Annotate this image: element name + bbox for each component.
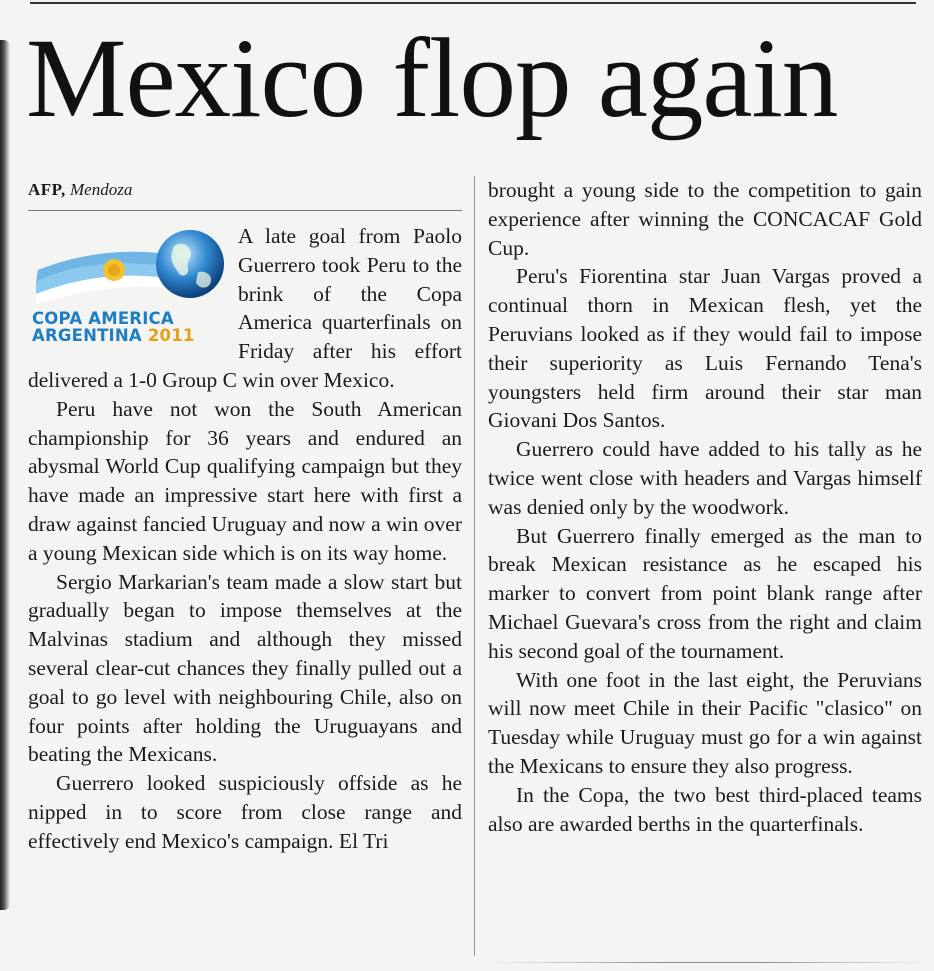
paragraph: A late goal from Paolo Guerrero took Peru to the brink of the Copa America quarterfinals on Friday after his effort delivered a 1-0 Group C win over Mexico. bbox=[28, 224, 462, 392]
logo-country: ARGENTINA bbox=[32, 326, 142, 345]
byline bbox=[28, 180, 132, 200]
article-column-left bbox=[28, 222, 462, 856]
paragraph: Peru have not won the South American championship for 36 years and endured an abysmal World Cup qualifying campaign but they have made an impressive start here with first a draw against fancied Uruguay and now a win over a young Mexican side which is on its way home. bbox=[28, 396, 462, 565]
paragraph: But Guerrero finally emerged as the man to break Mexican resistance as he escaped his marker to convert from point blank range after Michael Guevara's cross from the right and claim his second goal of the tournament. bbox=[488, 523, 922, 663]
column-divider bbox=[474, 176, 475, 956]
byline-rule bbox=[28, 210, 462, 211]
globe-flag-icon bbox=[28, 226, 224, 308]
headline: Mexico flop again bbox=[26, 16, 838, 141]
page-edge-shadow bbox=[0, 40, 10, 910]
byline-agency: AFP, bbox=[28, 180, 66, 199]
copa-america-logo bbox=[28, 226, 224, 346]
paragraph: Guerrero could have added to his tally as he twice went close with headers and Vargas himself was denied only by the woodwork. bbox=[488, 437, 922, 519]
paragraph: In the Copa, the two best third-placed teams also are awarded berths in the quarterfinals. bbox=[488, 782, 922, 836]
logo-year: 2011 bbox=[147, 326, 195, 345]
paragraph: Guerrero looked suspiciously offside as he nipped in to score from close range and effectively end Mexico's campaign. El Tri bbox=[28, 771, 462, 853]
logo-title: COPA AMERICA bbox=[32, 309, 174, 328]
bottom-rule bbox=[490, 962, 930, 963]
top-rule bbox=[30, 2, 916, 4]
article-column-right bbox=[488, 176, 922, 838]
paragraph: brought a young side to the competition to gain experience after winning the CONCACAF Gold Cup. bbox=[488, 178, 922, 260]
paragraph: Peru's Fiorentina star Juan Vargas proved a continual thorn in Mexican flesh, yet the Peruvians looked as if they would fail to impose their superiority as Luis Fernando Tena's youngsters held firm around their star man Giovani Dos Santos. bbox=[488, 264, 922, 433]
logo-subtitle bbox=[32, 322, 195, 351]
paragraph: With one foot in the last eight, the Peruvians will now meet Chile in their Pacific "clasico" on Tuesday while Uruguay must go for a win against the Mexicans to ensure they also progress. bbox=[488, 667, 922, 778]
byline-place: Mendoza bbox=[70, 180, 133, 199]
paragraph: Sergio Markarian's team made a slow start but gradually began to impose themselves at the Malvinas stadium and although they missed several clear-cut chances they finally pulled out a goal to go level with neighbouring Chile, also on four points after holding the Uruguayans and beating the Mexicans. bbox=[28, 569, 462, 767]
